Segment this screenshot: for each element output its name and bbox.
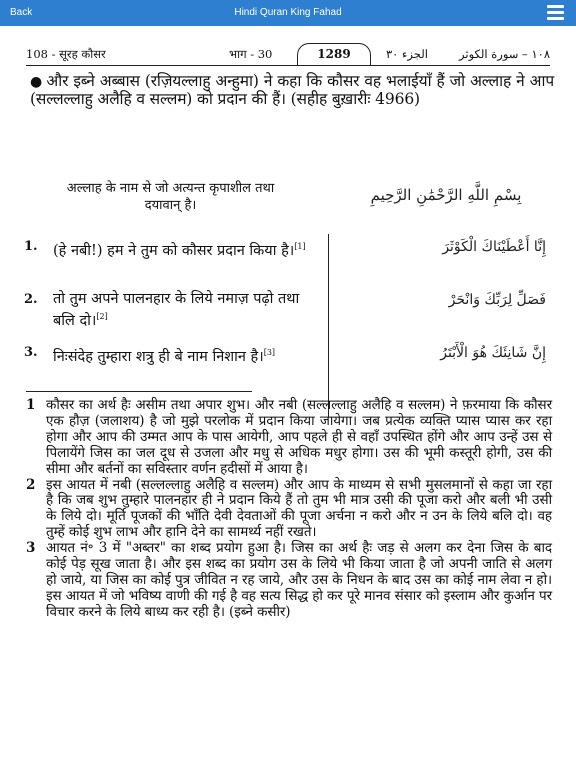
surah-name-arabic: ١٠٨ – سورة الكوثر [459,47,550,61]
footnote-1 [26,398,552,478]
footnote-number: 3 [26,540,36,557]
hamburger-menu-icon[interactable] [547,5,564,20]
page-number: 1289 [297,43,371,66]
bismillah-arabic: بِسْمِ اللَّهِ الرَّحْمَٰنِ الرَّحِيمِ [370,186,522,204]
footnote-ref[interactable]: [1] [294,242,306,251]
footnote-text: इस आयत में नबी (सल्लल्लाहु अलैहि व सल्लम) और आप के माध्यम से सभी मुसलमानों से कहा जा रहा है कि जब शुभ तुम्हारे पालनहार ही ने प्रदान किये हैं तो तुम भी मात्र उसी की पूजा करो और बली भी उसी के लिये दो। मूर्ति पूजकों की भाँति देवी देवताओं की पूजा अर्चना न करो और न उन के लिये बलि दो। वह तुम्हें कोई शुभ लाभ और हानि देने का सामर्थ्य नहीं रखते। [46,476,552,541]
verse-2-arabic: فَصَلِّ لِرَبِّكَ وَانْحَرْ [448,292,546,308]
footnote-3 [26,541,552,621]
footnote-2 [26,478,552,542]
back-button[interactable]: Back [10,7,33,18]
verse-number: 2. [24,292,38,307]
bullet-icon: ● [30,74,43,90]
footnotes [26,398,552,621]
juz-label-arabic: الجزء ٣٠ [386,47,428,61]
footnote-separator [26,391,252,392]
verse-3 [24,344,319,366]
verse-number: 3. [24,345,38,360]
verse-number: 1. [24,239,38,254]
footnote-ref[interactable]: [2] [96,312,108,321]
page-header [26,44,550,66]
verse-2 [24,291,319,330]
quran-page [0,26,576,768]
verse-text: निःसंदेह तुम्हारा शत्रु ही बे नाम निशान है। [53,348,264,365]
verse-1 [24,238,319,260]
verse-text: तो तुम अपने पालनहार के लिये नमाज़ पढ़ो तथा बलि दो। [53,291,300,329]
verse-text: (हे नबी!) हम ने तुम को कौसर प्रदान किया है। [53,242,295,259]
intro-text: और इब्ने अब्बास (रज़ियल्लाहु अन्हुमा) ने कहा कि कौसर वह भलाईयाँ हैं जो अल्लाह ने आप (सल्लल्लाहु अलैहि व सल्लम) को प्रदान की हैं। (सहीह बुख़ारीः 4966) [30,72,554,108]
surah-name-hindi: 108 - सूरह कौसर [26,47,106,61]
part-label: भाग - 30 [229,47,273,61]
top-navigation-bar [0,0,576,26]
verse-column-divider [328,234,329,417]
bismillah-hindi: अल्लाह के नाम से जो अत्यन्त कृपाशील तथा दयावान् है। [66,181,275,213]
footnote-number: 2 [26,476,36,493]
intro-paragraph [30,73,554,108]
verse-3-arabic: إِنَّ شَانِئَكَ هُوَ الْأَبْتَرُ [440,345,546,361]
footnote-text: कौसर का अर्थ हैः असीम तथा अपार शुभ। और नबी (सल्लल्लाहु अलैहि व सल्लम) ने फ़रमाया कि कौसर एक हौज़ (जलाशय) है जो मुझे परलोक में प्रदान किया जायेगा। जब प्रत्येक व्यक्ति प्यास प्यास कर रहा होगा और आप की उम्मत आप के पास आयेगी, आप पहले ही से वहाँ उपस्थित होंगे और आप उन्हें उस से पिलायेंगे जिस का जल दूध से उजला और मधु से अधिक मधुर होगा। उस की भूमी कस्तूरी होगी, उस की सीमा और बर्तनों का सविस्तार वर्णन हदीसों में आया है। [46,397,552,477]
verse-1-arabic: إِنَّا أَعْطَيْنَاكَ الْكَوْثَرَ [442,239,546,255]
footnote-number: 1 [26,397,36,413]
footnote-text: आयत नं॰ 3 में "अब्तर" का शब्द प्रयोग हुआ है। जिस का अर्थ हैः जड़ से अलग कर देना जिस के बाद कोई पेड़ सूख जाता है। और इस शब्द का प्रयोग उस के लिये भी किया जाता है जो अपनी जाति से अलग हो जाये, या जिस का कोई पुत्र जीवित न रह जाये, और उस के निधन के बाद उस का कोई नाम लेवा न हो। इस आयत में जो भविष्य वाणी की गई है वह सत्य सिद्ध हो कर पूरे मानव संसार को इस्लाम और कुर्आन पर विचार करने के लिये बाध्य कर रही है। (इब्ने कसीर) [46,540,552,620]
app-title: Hindi Quran King Fahad [234,7,342,18]
footnote-ref[interactable]: [3] [263,348,276,357]
